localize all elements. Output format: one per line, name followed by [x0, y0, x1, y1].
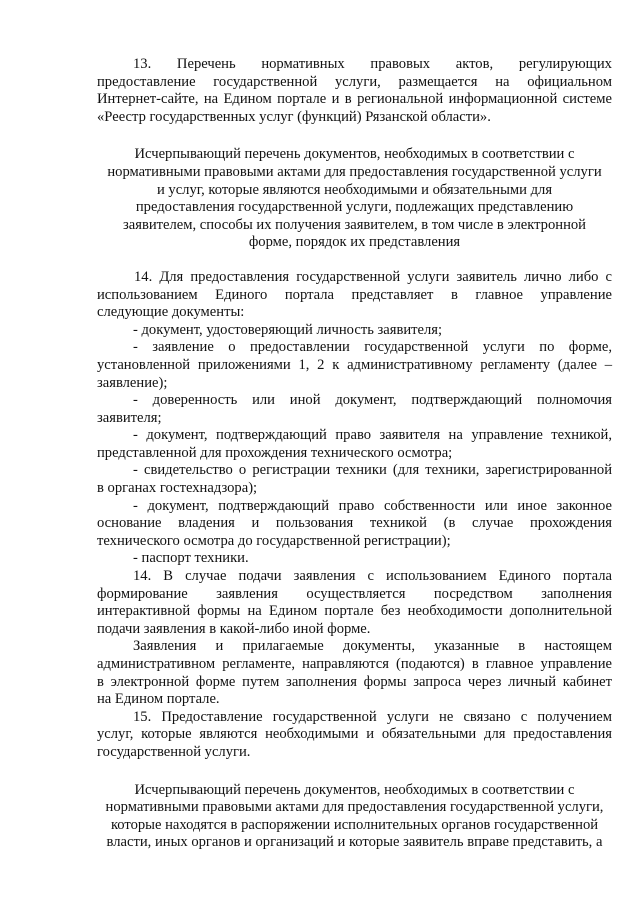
list-item-line: - документ, подтверждающий право заявителя на управление техникой, — [133, 427, 612, 444]
p13-word: актов, — [455, 56, 494, 72]
paragraph-line: 14. Для предоставления государственной услуги заявитель лично либо с — [134, 268, 612, 285]
list-item-line: - доверенность или иной документ, подтверждающий полномочия — [133, 392, 612, 409]
p13-word: нормативных — [261, 56, 345, 72]
paragraph-line: использованием Единого портала представляет в главное управление — [97, 286, 612, 303]
list-item — [97, 427, 612, 462]
paragraph-line: следующие документы: — [97, 304, 245, 321]
heading-line: форме, порядок их представления — [248, 234, 461, 251]
p13-word: 13. — [133, 56, 152, 72]
heading-line: Исчерпывающий перечень документов, необходимых в соответствии с — [134, 781, 575, 798]
heading-line: заявителем, способы их получения заявителем, в том числе в электронной — [123, 216, 586, 233]
paragraph-line: подачи заявления в какой-либо иной форме. — [97, 620, 371, 637]
paragraph-13 — [97, 56, 612, 126]
paragraph-15 — [97, 709, 612, 762]
paragraph-line: формирование заявления осуществляется посредством заполнения — [97, 585, 612, 602]
list-item — [97, 339, 612, 392]
paragraph-line: Заявления и прилагаемые документы, указанные в настоящем — [133, 638, 612, 655]
p13-word: регулирующих — [518, 56, 612, 72]
list-item-line: - документ, удостоверяющий личность заявителя; — [133, 321, 443, 338]
heading-line: нормативными правовыми актами для предоставления государственной услуги, — [105, 799, 604, 816]
heading-line: власти, иных органов и организаций и которые заявитель вправе представить, а — [106, 834, 603, 851]
list-item-line: в органах гостехнадзора); — [97, 480, 258, 497]
documents-list — [97, 322, 612, 568]
list-item — [97, 462, 612, 497]
list-item-line: установленной приложениями 1, 2 к административному регламенту (далее – — [97, 356, 612, 373]
paragraph-14-documents — [97, 269, 612, 322]
heading-line: Исчерпывающий перечень документов, необходимых в соответствии с — [134, 146, 575, 163]
paragraph-13-line: «Реестр государственных услуг (функций) Рязанской области». — [97, 108, 491, 125]
paragraph-line: административном регламенте, направляются (подаются) в главное управление — [97, 656, 612, 672]
paragraph-13-line: Интернет-сайте, на Едином портале и в региональной информационной системе — [97, 91, 612, 108]
heading-line: нормативными правовыми актами для предоставления государственной услуги — [107, 163, 602, 180]
list-item-line: - документ, подтверждающий право собственности или иное законное — [133, 497, 612, 514]
heading-line: и услуг, которые являются необходимыми и обязательными для — [156, 181, 553, 198]
p13-word: Перечень — [176, 56, 236, 72]
list-item-line: - паспорт техники. — [133, 550, 249, 567]
paragraph-line: в электронной форме путем заполнения формы запроса через личный кабинет — [97, 673, 612, 690]
heading-line: предоставления государственной услуги, подлежащих представлению — [135, 199, 574, 216]
p13-word: правовых — [370, 56, 431, 72]
paragraph-13-first-line — [97, 56, 612, 74]
list-item-line: - свидетельство о регистрации техники (для техники, зарегистрированной — [133, 462, 612, 479]
list-item — [97, 322, 612, 340]
paragraph-13-line: предоставление государственной услуги, размещается на официальном — [97, 73, 612, 90]
paragraph-line: на Едином портале. — [97, 691, 220, 708]
list-item — [97, 498, 612, 551]
paragraph-line: услуг, которые являются необходимыми и обязательными для предоставления — [97, 726, 612, 743]
list-item-line: представленной для прохождения технического осмотра; — [97, 444, 453, 461]
section-heading-2 — [97, 782, 612, 852]
section-heading-1 — [97, 146, 612, 252]
list-item-line: заявление); — [97, 374, 168, 391]
list-item — [97, 550, 612, 568]
paragraph-line: 14. В случае подачи заявления с использованием Единого портала — [133, 568, 612, 585]
list-item-line: технического осмотра до государственной регистрации); — [97, 532, 451, 549]
paragraph-line: интерактивной формы на Едином портале без необходимости дополнительной — [97, 603, 612, 620]
paragraph-line: 15. Предоставление государственной услуги не связано с получением — [133, 708, 612, 725]
list-item — [97, 392, 612, 427]
list-item-line: основание владения и пользования техникой (в случае прохождения — [97, 515, 612, 532]
heading-line: которые находятся в распоряжении исполнительных органов государственной — [110, 816, 599, 833]
paragraph-line: государственной услуги. — [97, 743, 251, 760]
paragraph-14-portal — [97, 568, 612, 638]
paragraph-applications — [97, 638, 612, 708]
list-item-line: - заявление о предоставлении государственной услуги по форме, — [133, 339, 612, 356]
list-item-line: заявителя; — [97, 409, 162, 426]
